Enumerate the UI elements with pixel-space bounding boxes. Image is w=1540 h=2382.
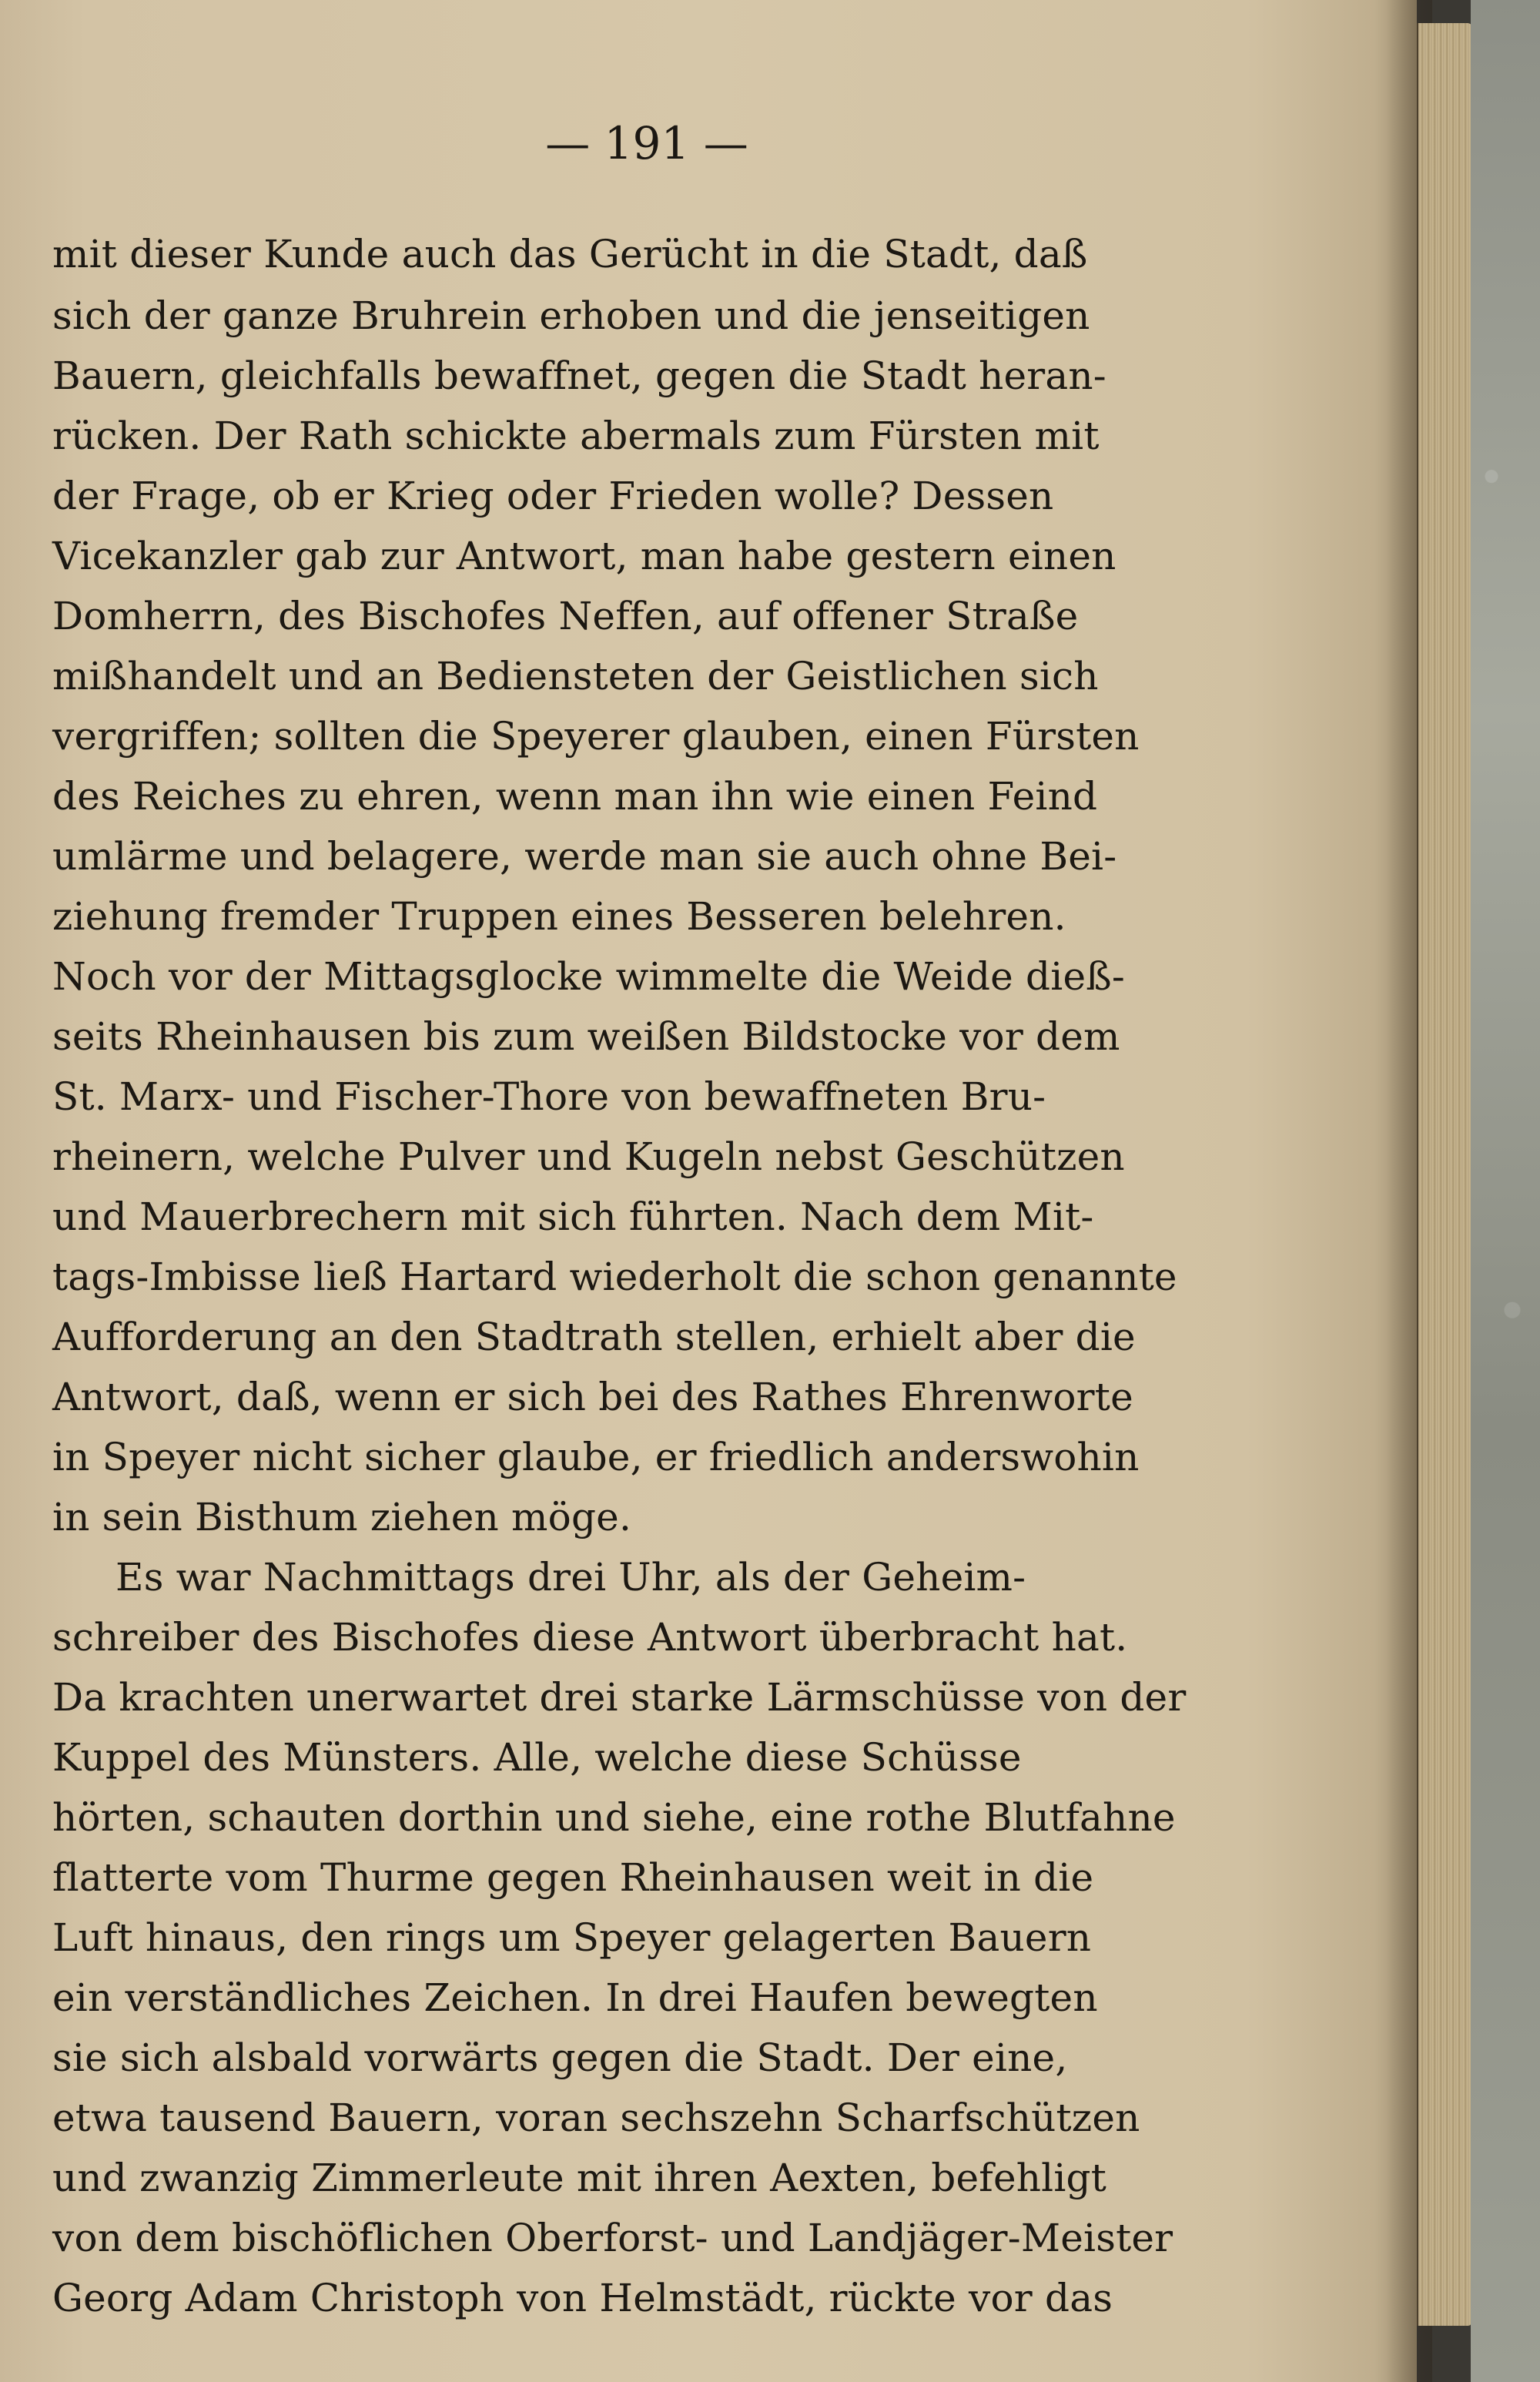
- text-line: und zwanzig Zimmerleute mit ihren Aexten, befehligt: [52, 2156, 1107, 2200]
- text-line: hörten, schauten dorthin und siehe, eine rothe Blutfahne: [52, 1795, 1176, 1840]
- text-line: Aufforderung an den Stadtrath stellen, erhielt aber die: [52, 1315, 1136, 1359]
- text-line: etwa tausend Bauern, voran sechszehn Scharfschützen: [52, 2096, 1140, 2140]
- text-line: rücken. Der Rath schickte abermals zum Fürsten mit: [52, 414, 1100, 458]
- text-line: Luft hinaus, den rings um Speyer gelagerten Bauern: [52, 1915, 1092, 1960]
- text-line: rheinern, welche Pulver und Kugeln nebst Geschützen: [52, 1134, 1125, 1179]
- text-line: der Frage, ob er Krieg oder Frieden wolle? Dessen: [52, 474, 1054, 518]
- text-line: und Mauerbrechern mit sich führten. Nach dem Mit-: [52, 1194, 1094, 1239]
- text-line: sich der ganze Bruhrein erhoben und die jenseitigen: [52, 293, 1090, 338]
- text-line: flatterte vom Thurme gegen Rheinhausen weit in die: [52, 1855, 1094, 1900]
- text-line: in Speyer nicht sicher glaube, er friedlich anderswohin: [52, 1435, 1140, 1479]
- text-line: Bauern, gleichfalls bewaffnet, gegen die Stadt heran-: [52, 353, 1106, 398]
- text-line: umlärme und belagere, werde man sie auch ohne Bei-: [52, 834, 1117, 879]
- text-line: tags-Imbisse ließ Hartard wiederholt die schon genannte: [52, 1255, 1177, 1299]
- text-line: Kuppel des Münsters. Alle, welche diese Schüsse: [52, 1735, 1022, 1780]
- text-line: Es war Nachmittags drei Uhr, als der Geheim-: [116, 1555, 1026, 1600]
- text-line: St. Marx- und Fischer-Thore von bewaffneten Bru-: [52, 1074, 1046, 1119]
- text-line: Georg Adam Christoph von Helmstädt, rückte vor das: [52, 2276, 1113, 2320]
- text-line: mißhandelt und an Bediensteten der Geistlichen sich: [52, 654, 1099, 699]
- text-line: ein verständliches Zeichen. In drei Haufen bewegten: [52, 1975, 1098, 2020]
- text-line: schreiber des Bischofes diese Antwort überbracht hat.: [52, 1615, 1128, 1660]
- text-line: von dem bischöflichen Oberforst- und Landjäger-Meister: [52, 2216, 1173, 2260]
- text-line: ziehung fremder Truppen eines Besseren belehren.: [52, 894, 1066, 939]
- text-line: Vicekanzler gab zur Antwort, man habe gestern einen: [52, 534, 1116, 578]
- text-line: des Reiches zu ehren, wenn man ihn wie einen Feind: [52, 774, 1098, 819]
- book-cover: [1471, 0, 1540, 2382]
- text-line: Noch vor der Mittagsglocke wimmelte die Weide dieß-: [52, 954, 1125, 999]
- text-line: Antwort, daß, wenn er sich bei des Rathes Ehrenworte: [52, 1375, 1133, 1419]
- text-line: mit dieser Kunde auch das Gerücht in die Stadt, daß: [52, 232, 1088, 276]
- text-line: Da krachten unerwartet drei starke Lärmschüsse von der: [52, 1675, 1187, 1720]
- text-line: vergriffen; sollten die Speyerer glauben, einen Fürsten: [52, 714, 1140, 759]
- text-line: seits Rheinhausen bis zum weißen Bildstocke vor dem: [52, 1014, 1120, 1059]
- text-line: Domherrn, des Bischofes Neffen, auf offener Straße: [52, 594, 1079, 638]
- page-edges: [1417, 23, 1472, 2326]
- text-line: in sein Bisthum ziehen möge.: [52, 1495, 632, 1539]
- page-number: — 191 —: [545, 117, 748, 169]
- text-line: sie sich alsbald vorwärts gegen die Stadt. Der eine,: [52, 2035, 1068, 2080]
